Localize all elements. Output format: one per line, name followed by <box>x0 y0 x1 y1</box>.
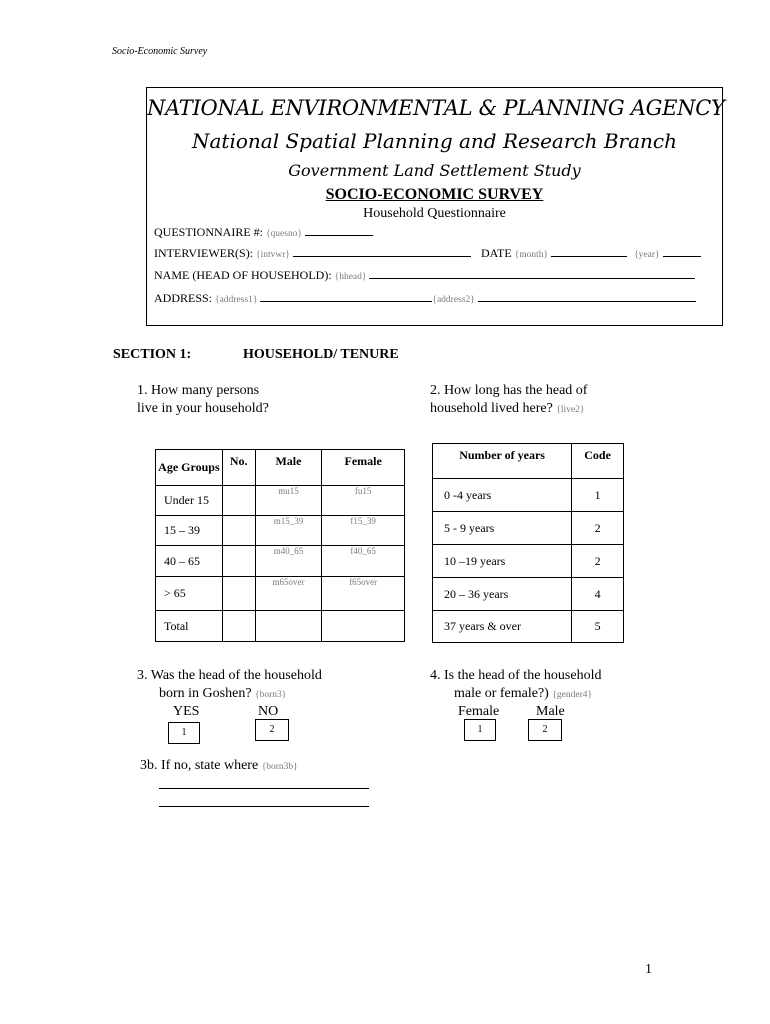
interviewer-field[interactable] <box>293 246 471 257</box>
table-row <box>156 611 405 642</box>
no-header: No. <box>222 450 255 486</box>
address2-field[interactable] <box>478 291 696 302</box>
table-row: 10 –19 years 2 <box>433 545 624 578</box>
age-groups-header: Age Groups <box>156 450 223 486</box>
table-row: 5 - 9 years 2 <box>433 512 624 545</box>
count-cell[interactable] <box>222 486 255 516</box>
option-no-label: NO <box>258 704 279 719</box>
form-title: Household Questionnaire <box>363 206 506 221</box>
head-field[interactable] <box>369 268 695 279</box>
question-3b-placeholder: {born3b} <box>261 762 298 772</box>
female-cell[interactable]: f15_39 <box>322 516 405 546</box>
interviewer-placeholder: {intvwr} <box>256 250 290 260</box>
male-checkbox[interactable]: 2 <box>528 719 562 741</box>
questionnaire-field[interactable] <box>305 225 373 236</box>
running-header: Socio-Economic Survey <box>112 46 208 57</box>
year-placeholder: {year} <box>634 250 660 260</box>
month-field[interactable] <box>551 246 627 257</box>
questionnaire-placeholder: {quesno} <box>266 229 303 239</box>
code-header: Code <box>572 444 624 479</box>
age-group-label: 15 – 39 <box>156 516 223 546</box>
table-row: 0 -4 years 1 <box>433 479 624 512</box>
age-group-label: Under 15 <box>156 486 223 516</box>
question-2-placeholder: {live2} <box>556 405 585 415</box>
address2-placeholder: {address2} <box>432 295 475 305</box>
count-cell[interactable] <box>222 546 255 577</box>
address1-placeholder: {address1} <box>215 295 258 305</box>
question-3: 3. Was the head of the household born in Goshen? {born3} <box>137 668 322 701</box>
years-table <box>432 443 624 643</box>
table-row <box>156 486 405 516</box>
female-checkbox[interactable]: 1 <box>464 719 496 741</box>
age-groups-table <box>155 449 405 642</box>
table-row: 37 years & over 5 <box>433 611 624 643</box>
agency-title: NATIONAL ENVIRONMENTAL & PLANNING AGENCY <box>147 96 725 120</box>
table-row <box>156 546 405 577</box>
branch-title: National Spatial Planning and Research Branch <box>192 129 677 153</box>
answer-line-1[interactable] <box>159 788 369 789</box>
option-yes-label: YES <box>173 704 200 719</box>
section-number: SECTION 1: <box>113 347 192 362</box>
female-header: Female <box>322 450 405 486</box>
question-4: 4. Is the head of the household male or female?) {gender4} <box>430 668 602 701</box>
head-line: NAME (HEAD OF HOUSEHOLD): {hhead} <box>154 268 695 283</box>
count-cell[interactable] <box>222 577 255 611</box>
study-title: Government Land Settlement Study <box>288 161 581 180</box>
male-header: Male <box>255 450 322 486</box>
option-female-label: Female <box>458 704 500 719</box>
head-placeholder: {hhead} <box>334 272 367 282</box>
female-cell[interactable] <box>322 611 405 642</box>
page-number: 1 <box>645 962 652 977</box>
answer-line-2[interactable] <box>159 806 369 807</box>
title-box <box>146 87 723 326</box>
table-row <box>156 516 405 546</box>
count-cell[interactable] <box>222 516 255 546</box>
questionnaire-line: QUESTIONNAIRE #: {quesno} <box>154 225 373 240</box>
option-male-label: Male <box>536 704 565 719</box>
question-4-placeholder: {gender4} <box>552 690 593 700</box>
female-cell[interactable]: f40_65 <box>322 546 405 577</box>
male-cell[interactable]: m15_39 <box>255 516 322 546</box>
male-cell[interactable] <box>255 611 322 642</box>
question-2: 2. How long has the head of household lived here? {live2} <box>430 383 588 416</box>
survey-title: SOCIO-ECONOMIC SURVEY <box>325 186 544 203</box>
year-field[interactable] <box>663 246 701 257</box>
address-line: ADDRESS: {address1} {address2} <box>154 291 696 306</box>
age-group-label: 40 – 65 <box>156 546 223 577</box>
date-line: DATE {month} {year} <box>481 246 701 261</box>
no-checkbox[interactable]: 2 <box>255 719 289 741</box>
question-1: 1. How many persons live in your household? <box>137 383 269 416</box>
count-cell[interactable] <box>222 611 255 642</box>
male-cell[interactable]: mu15 <box>255 486 322 516</box>
age-group-label: Total <box>156 611 223 642</box>
age-group-label: > 65 <box>156 577 223 611</box>
interviewer-line: INTERVIEWER(S): {intvwr} <box>154 246 471 261</box>
male-cell[interactable]: m40_65 <box>255 546 322 577</box>
month-placeholder: {month} <box>514 250 549 260</box>
section-title: HOUSEHOLD/ TENURE <box>243 347 399 362</box>
table-row <box>156 577 405 611</box>
question-3b: 3b. If no, state where {born3b} <box>140 758 298 773</box>
table-row: 20 – 36 years 4 <box>433 578 624 611</box>
female-cell[interactable]: f65over <box>322 577 405 611</box>
address1-field[interactable] <box>260 291 432 302</box>
question-3-placeholder: {born3} <box>255 690 287 700</box>
years-header: Number of years <box>433 444 572 479</box>
male-cell[interactable]: m65over <box>255 577 322 611</box>
yes-checkbox[interactable]: 1 <box>168 722 200 744</box>
female-cell[interactable]: fu15 <box>322 486 405 516</box>
